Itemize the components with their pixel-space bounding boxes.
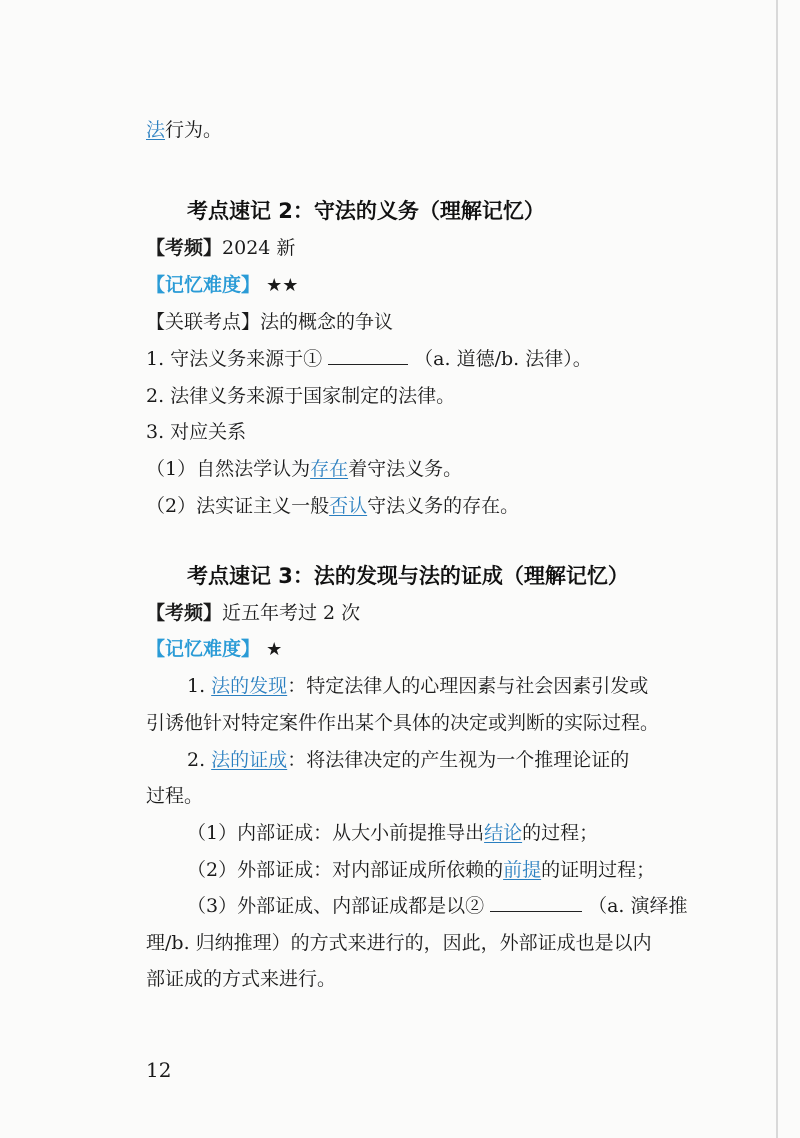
section2-sub1: （1）自然法学认为存在着守法义务。 <box>146 458 463 480</box>
section2-related: 【关联考点】法的概念的争议 <box>146 311 394 333</box>
section3-p1: 1. 法的发现：特定法律人的心理因素与社会因素引发或 <box>187 675 649 697</box>
section2-sub2: （2）法实证主义一般否认守法义务的存在。 <box>146 495 520 517</box>
section2-item1: 1. 守法义务来源于① （a. 道德/b. 法律）。 <box>146 348 592 370</box>
intro-link: 法 <box>146 119 166 141</box>
section3-s1: （1）内部证成：从大小前提推导出结论的过程； <box>187 822 599 844</box>
section2-heading: 考点速记 2：守法的义务（理解记忆） <box>187 199 545 223</box>
section3-p1-cont: 引诱他针对特定案件作出某个具体的决定或判断的实际过程。 <box>146 712 660 734</box>
section3-frequency: 【考频】近五年考过 2 次 <box>146 602 361 624</box>
section2-difficulty: 【记忆难度】 ★★ <box>146 274 299 296</box>
section3-s2: （2）外部证成：对内部证成所依赖的前提的证明过程； <box>187 859 656 881</box>
section2-item3: 3. 对应关系 <box>146 421 247 443</box>
section3-s3-cont1: 理/b. 归纳推理）的方式来进行的，因此，外部证成也是以内 <box>146 932 652 954</box>
star-icon: ★ <box>266 639 283 660</box>
star-icon: ★★ <box>266 275 299 296</box>
section3-s3: （3）外部证成、内部证成都是以② （a. 演绎推 <box>187 895 688 917</box>
answer-blank-2 <box>490 893 582 912</box>
page-edge <box>776 0 778 1138</box>
section3-difficulty: 【记忆难度】 ★ <box>146 638 283 660</box>
section3-heading: 考点速记 3：法的发现与法的证成（理解记忆） <box>187 564 629 588</box>
section3-s3-cont2: 部证成的方式来进行。 <box>146 968 337 990</box>
page-number: 12 <box>146 1058 172 1082</box>
section2-frequency: 【考频】2024 新 <box>146 237 296 259</box>
answer-blank-1 <box>328 346 408 365</box>
section3-p2: 2. 法的证成：将法律决定的产生视为一个推理论证的 <box>187 749 630 771</box>
intro-line: 法行为。 <box>146 119 223 141</box>
section2-item2: 2. 法律义务来源于国家制定的法律。 <box>146 385 456 407</box>
section3-p2-cont: 过程。 <box>146 785 204 807</box>
